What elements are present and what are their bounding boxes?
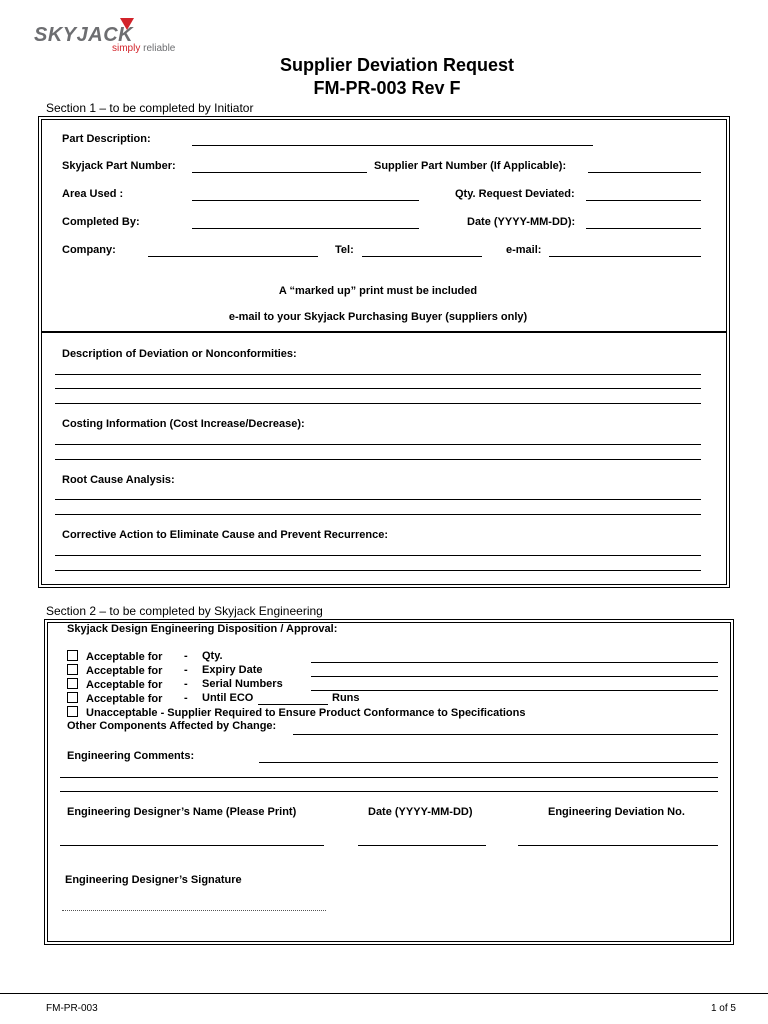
eco-number-field[interactable] bbox=[258, 704, 328, 705]
logo-tagline bbox=[112, 43, 175, 54]
option-eco[interactable] bbox=[67, 692, 162, 705]
checkbox-eco[interactable] bbox=[67, 692, 78, 703]
email-field[interactable] bbox=[549, 256, 701, 257]
option-eco-label: Acceptable for bbox=[86, 693, 163, 705]
footer-page-number: 1 of 5 bbox=[710, 1003, 736, 1014]
option-expiry[interactable] bbox=[67, 664, 162, 677]
logo-tagline-simply: simply bbox=[112, 43, 141, 54]
corrective-line-1[interactable] bbox=[55, 555, 701, 556]
checkbox-expiry[interactable] bbox=[67, 664, 78, 675]
root-cause-line-2[interactable] bbox=[55, 514, 701, 515]
area-used-label: Area Used : bbox=[62, 188, 124, 200]
option-expiry-label: Acceptable for bbox=[86, 665, 163, 677]
root-cause-label: Root Cause Analysis: bbox=[62, 474, 175, 486]
description-line-1[interactable] bbox=[55, 374, 701, 375]
completed-by-field[interactable] bbox=[192, 228, 419, 229]
option-expiry-dash: - bbox=[184, 664, 188, 676]
footer-form-code: FM-PR-003 bbox=[46, 1003, 98, 1014]
skyjack-part-number-field[interactable] bbox=[192, 172, 367, 173]
engineering-comments-label: Engineering Comments: bbox=[67, 750, 195, 762]
designer-signature-label: Engineering Designer’s Signature bbox=[65, 874, 242, 886]
option-eco-dash: - bbox=[184, 692, 188, 704]
checkbox-unacceptable[interactable] bbox=[67, 706, 78, 717]
completed-by-label: Completed By: bbox=[62, 216, 140, 228]
marked-up-note: A “marked up” print must be included bbox=[278, 285, 478, 297]
description-line-2[interactable] bbox=[55, 388, 701, 389]
section2-heading: Section 2 – to be completed by Skyjack Engineering bbox=[46, 604, 323, 618]
qty-request-deviated-field[interactable] bbox=[586, 200, 701, 201]
corrective-line-2[interactable] bbox=[55, 570, 701, 571]
deviation-number-label: Engineering Deviation No. bbox=[548, 806, 685, 818]
designer-name-label: Engineering Designer’s Name (Please Print) bbox=[67, 806, 297, 818]
company-logo bbox=[34, 16, 204, 56]
company-label: Company: bbox=[62, 244, 116, 256]
option-qty[interactable] bbox=[67, 650, 162, 663]
option-qty-label: Acceptable for bbox=[86, 651, 163, 663]
deviation-number-field[interactable] bbox=[518, 845, 718, 846]
description-line-3[interactable] bbox=[55, 403, 701, 404]
part-description-field[interactable] bbox=[192, 145, 593, 146]
option-serial[interactable] bbox=[67, 678, 162, 691]
tel-field[interactable] bbox=[362, 256, 482, 257]
checkbox-serial[interactable] bbox=[67, 678, 78, 689]
designer-date-field[interactable] bbox=[358, 845, 486, 846]
tel-label: Tel: bbox=[335, 244, 354, 256]
description-deviation-label: Description of Deviation or Nonconformities: bbox=[62, 348, 297, 360]
date-label: Date (YYYY-MM-DD): bbox=[467, 216, 576, 228]
section1-divider bbox=[41, 331, 726, 333]
engineering-comments-field[interactable] bbox=[259, 762, 718, 763]
option-serial-label: Acceptable for bbox=[86, 679, 163, 691]
option-unacceptable[interactable] bbox=[67, 706, 525, 719]
engineering-comments-line-3[interactable] bbox=[60, 791, 718, 792]
form-number: FM-PR-003 Rev F bbox=[313, 78, 461, 98]
option-qty-field[interactable] bbox=[311, 662, 718, 663]
corrective-action-label: Corrective Action to Eliminate Cause and Prevent Recurrence: bbox=[62, 529, 389, 541]
costing-line-2[interactable] bbox=[55, 459, 701, 460]
option-expiry-field[interactable] bbox=[311, 676, 718, 677]
supplier-part-number-field[interactable] bbox=[588, 172, 701, 173]
designer-signature-field[interactable] bbox=[62, 910, 326, 911]
option-qty-detail: Qty. bbox=[202, 650, 223, 662]
date-field[interactable] bbox=[586, 228, 701, 229]
other-components-label: Other Components Affected by Change: bbox=[67, 720, 277, 732]
qty-request-deviated-label: Qty. Request Deviated: bbox=[455, 188, 575, 200]
costing-line-1[interactable] bbox=[55, 444, 701, 445]
logo-brand: SKYJACK bbox=[34, 24, 134, 46]
designer-date-label: Date (YYYY-MM-DD) bbox=[368, 806, 473, 818]
email-note: e-mail to your Skyjack Purchasing Buyer (suppliers only) bbox=[228, 311, 528, 323]
checkbox-qty[interactable] bbox=[67, 650, 78, 661]
option-serial-field[interactable] bbox=[311, 690, 718, 691]
option-eco-detail: Until ECO bbox=[202, 692, 254, 704]
footer-rule bbox=[0, 993, 768, 994]
engineering-comments-line-2[interactable] bbox=[60, 777, 718, 778]
supplier-part-number-label: Supplier Part Number (If Applicable): bbox=[374, 160, 567, 172]
option-serial-dash: - bbox=[184, 678, 188, 690]
other-components-field[interactable] bbox=[293, 734, 718, 735]
costing-information-label: Costing Information (Cost Increase/Decrease): bbox=[62, 418, 305, 430]
logo-tagline-reliable: reliable bbox=[143, 43, 176, 54]
designer-name-field[interactable] bbox=[60, 845, 324, 846]
page-title: Supplier Deviation Request bbox=[279, 55, 515, 75]
option-qty-dash: - bbox=[184, 650, 188, 662]
option-serial-detail: Serial Numbers bbox=[202, 678, 283, 690]
root-cause-line-1[interactable] bbox=[55, 499, 701, 500]
option-unacceptable-label: Unacceptable - Supplier Required to Ensure Product Conformance to Specifications bbox=[86, 707, 526, 719]
email-label: e-mail: bbox=[506, 244, 542, 256]
option-eco-runs: Runs bbox=[332, 692, 360, 704]
part-description-label: Part Description: bbox=[62, 133, 151, 145]
disposition-title: Skyjack Design Engineering Disposition / Approval: bbox=[67, 623, 338, 635]
option-expiry-detail: Expiry Date bbox=[202, 664, 263, 676]
area-used-field[interactable] bbox=[192, 200, 419, 201]
skyjack-part-number-label: Skyjack Part Number: bbox=[62, 160, 176, 172]
section1-heading: Section 1 – to be completed by Initiator bbox=[46, 101, 254, 115]
company-field[interactable] bbox=[148, 256, 318, 257]
